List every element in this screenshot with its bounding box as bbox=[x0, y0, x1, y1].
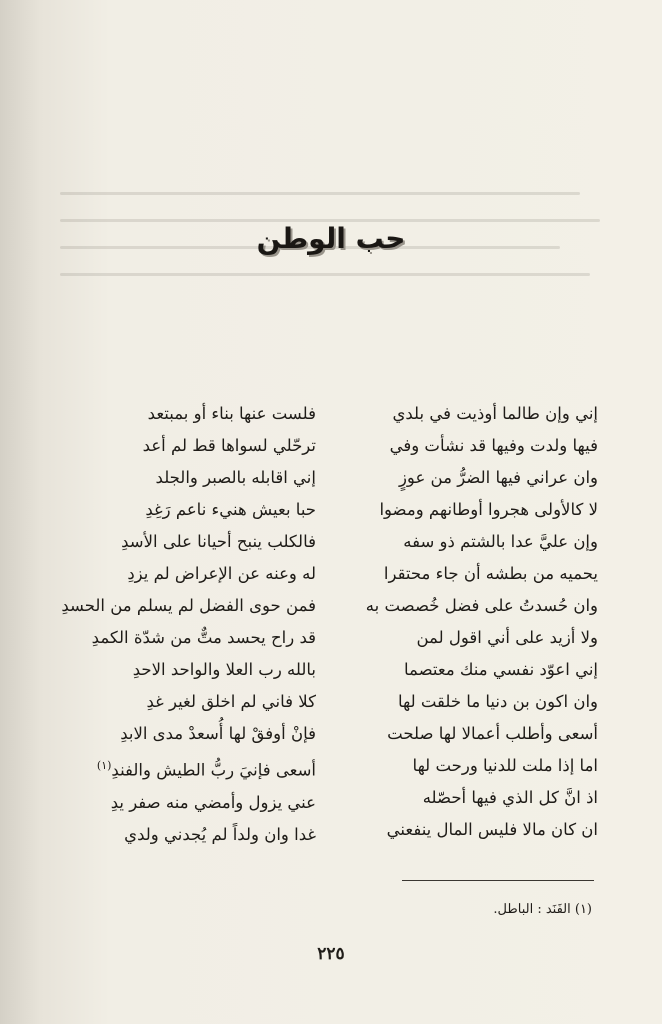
verse-line: فمن حوى الفضل لم يسلم من الحسدِ bbox=[61, 596, 316, 615]
verse-line: ترحّلي لسواها قط لم أعد bbox=[142, 436, 316, 455]
right-hemistich-column bbox=[348, 398, 598, 846]
poem-title: حب الوطن bbox=[256, 222, 406, 255]
verse-line: اما إذا ملت للدنيا ورحت لها bbox=[412, 756, 598, 775]
verse-line-with-footnote bbox=[66, 750, 316, 787]
verse-line: عني يزول وأمضي منه صفر يدِ bbox=[110, 792, 316, 812]
footnote-marker: (١) bbox=[96, 759, 112, 772]
verse-line: له وعنه عن الإعراض لم يزدِ bbox=[127, 564, 316, 583]
verse-line: وإن عليَّ عدا بالشتم ذو سفه bbox=[403, 532, 598, 551]
verse-line: وان اكون بن دنيا ما خلقت لها bbox=[397, 692, 598, 711]
verse-line: بالله رب العلا والواحد الاحدِ bbox=[132, 660, 316, 679]
verse-line: أسعى وأطلب أعمالا لها صلحت bbox=[387, 724, 598, 743]
verse-line: يحميه من بطشه أن جاء محتقرا bbox=[383, 564, 598, 583]
footnote: (١) الفَنَد : الباطل. bbox=[493, 902, 592, 917]
verse-line: وان حُسدتُ على فضل خُصصت به bbox=[365, 596, 598, 615]
left-hemistich-column bbox=[61, 398, 316, 851]
verse-line: إني اقابله بالصبر والجلد bbox=[155, 468, 316, 487]
footnote-divider bbox=[402, 880, 594, 881]
verse-line: كلا فاني لم اخلق لغير غدِ bbox=[146, 692, 316, 711]
verse-line: فإنْ أوفقْ لها أُسعدْ مدى الابدِ bbox=[120, 724, 316, 743]
verse-line: فالكلب ينبح أحيانا على الأسدِ bbox=[121, 532, 316, 551]
verse-line: فيها ولدت وفيها قد نشأت وفي bbox=[389, 436, 598, 455]
verse-line: اذ انَّ كل الذي فيها أحصّله bbox=[422, 788, 598, 807]
verse-line: فلست عنها بناء أو بمبتعد bbox=[147, 404, 316, 423]
verse-line: ان كان مالا فليس المال ينفعني bbox=[386, 820, 598, 839]
verse-line: قد راح يحسد متٌّ من شدّة الكمدِ bbox=[91, 628, 316, 647]
verse-line: حبا بعيش هنيء ناعم رَغِدِ bbox=[145, 500, 316, 519]
verse-line: لا كالأولى هجروا أوطانهم ومضوا bbox=[379, 500, 598, 519]
verse-line: غدا وان ولداً لم يُجدني ولدي bbox=[124, 824, 316, 844]
verse-line: إني وإن طالما أوذيت في بلدي bbox=[392, 404, 598, 423]
verse-line-text: أسعى فإنيَ ربُّ الطيش والفندِ bbox=[111, 760, 316, 780]
page-number: ٢٢٥ bbox=[317, 944, 345, 964]
verse-line: ولا أزيد على أني اقول لمن bbox=[416, 628, 598, 647]
verse-line: وان عراني فيها الضرُّ من عوزٍ bbox=[398, 468, 598, 487]
verse-line: إني اعوّد نفسي منك معتصما bbox=[404, 660, 598, 679]
